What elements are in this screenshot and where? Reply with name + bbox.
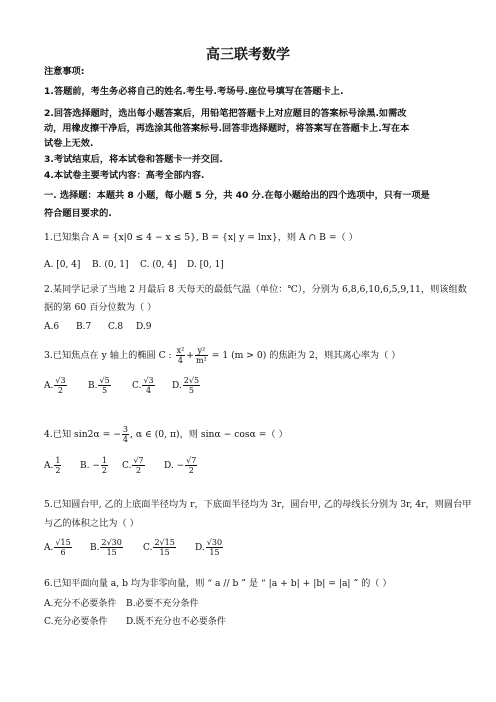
q3-a-den: 2	[57, 386, 64, 395]
q4-a-label: A.	[44, 461, 54, 471]
q3-b-frac	[98, 376, 110, 395]
q3-a-num: √3	[55, 376, 66, 385]
q2-option-b: B.7	[76, 322, 92, 332]
q5-b-frac	[100, 538, 122, 557]
q3-option-d	[172, 376, 201, 395]
q4-b-label: B. −	[80, 461, 100, 471]
q3-frac-y	[195, 346, 208, 365]
q4-d-frac	[185, 456, 197, 475]
q5-option-d	[195, 538, 224, 557]
q3-frac-x	[176, 346, 186, 365]
q4-c-num: √7	[133, 456, 144, 465]
q4-stem-start: 4.已知 sin2α = −	[44, 429, 121, 440]
question-1-stem: 1.已知集合 A = {x|0 ≤ 4 − x ≤ 5}, B = {x| y = lnx}，则 A ∩ B =（ ）	[44, 232, 358, 243]
q3-a-label: A.	[44, 381, 54, 391]
q4-d-den: 2	[188, 466, 194, 475]
q5-option-a	[44, 538, 73, 557]
question-6-stem: 6.已知平面向量 a, b 均为非零向量，则 “ a // b ” 是 “ |a + b| + |b| = |a| ” 的（ ）	[44, 578, 392, 589]
q5-a-label: A.	[44, 543, 54, 553]
question-5-stem-line-1: 5.已知圆台甲, 乙的上底面半径均为 r，下底面半径均为 3r，圆台甲, 乙的母线长分别为 3r, 4r，则圆台甲	[44, 499, 472, 510]
q5-b-label: B.	[90, 543, 100, 553]
q2-option-a: A.6	[44, 322, 60, 332]
q4-d-label: D. −	[164, 461, 185, 471]
q5-d-label: D.	[195, 543, 205, 553]
q1-option-c: C. (0, 4]	[140, 260, 177, 270]
q5-a-frac	[54, 538, 71, 557]
section-heading-line-2: 符合题目要求的.	[44, 208, 112, 219]
q5-c-num: 2√15	[154, 538, 175, 547]
q3-option-b	[88, 376, 112, 395]
q5-c-den: 15	[159, 548, 170, 557]
note-4: 4.本试卷主要考试内容：高考全部内容.	[44, 170, 205, 181]
q3-frac-x-den: 4	[177, 356, 183, 365]
q4-b-den: 2	[101, 466, 107, 475]
section-heading-line-1: 一. 选择题：本题共 8 小题，每小题 5 分，共 40 分.在每小题给出的四个选项中，只有一项是	[44, 190, 430, 201]
q1-option-b: B. (0, 1]	[92, 260, 129, 270]
q3-d-label: D.	[172, 381, 182, 391]
q4-c-label: C.	[122, 461, 132, 471]
note-3: 3.考试结束后，将本试卷和答题卡一并交回.	[44, 154, 223, 165]
q4-b-frac	[101, 456, 108, 475]
q2-option-d: D.9	[136, 322, 152, 332]
q5-option-c	[143, 538, 177, 557]
q3-stem-end: = 1 (m > 0) 的焦距为 2，则其离心率为（ ）	[211, 350, 401, 361]
q5-b-num: 2√30	[101, 538, 122, 547]
q3-frac-y-num: y²	[195, 346, 208, 356]
q4-b-num: 1	[101, 456, 107, 465]
note-2-line-2: 动，用橡皮擦干净后，再选涂其他答案标号.回答非选择题时，将答案写在答题卡上.写在本	[44, 123, 410, 134]
q3-c-num: √3	[143, 376, 154, 385]
q1-option-d: D. [0, 1]	[187, 260, 224, 270]
q6-option-d: D.既不充分也不必要条件	[126, 617, 226, 627]
q3-option-c	[132, 376, 156, 395]
q5-a-num: √15	[55, 538, 71, 547]
question-4-stem	[44, 425, 288, 444]
q4-option-d	[164, 456, 198, 475]
q4-c-den: 2	[135, 466, 142, 475]
q4-a-frac	[54, 456, 61, 475]
q3-a-frac	[54, 376, 66, 395]
q4-a-den: 2	[55, 466, 61, 475]
q4-option-a	[44, 456, 62, 475]
q4-frac-den: 4	[122, 435, 129, 444]
q3-c-label: C.	[132, 381, 142, 391]
note-2-line-1: 2.回答选择题时，选出每小题答案后，用铅笔把答题卡上对应题目的答案标号涂黑.如需改	[44, 108, 407, 119]
q3-option-a	[44, 376, 68, 395]
q3-c-den: 4	[145, 386, 152, 395]
q6-option-b: B.必要不充分条件	[126, 599, 199, 609]
q4-option-c	[122, 456, 146, 475]
q4-c-frac	[132, 456, 144, 475]
q3-b-label: B.	[88, 381, 98, 391]
q3-stem-start: 3.已知焦点在 y 轴上的椭圆 C :	[44, 350, 172, 361]
question-3-stem: 3.已知焦点在 y 轴上的椭圆 C : $\frac{\text{x²}}{4}$ + $\frac{\text{y²}}{\text{m²}}$ = 1 (m > 0) 的焦距为 2，则其离心率为（ ）	[44, 346, 401, 365]
q4-frac-num: 3	[122, 425, 129, 434]
q5-d-frac	[206, 538, 223, 557]
q6-option-a: A.充分不必要条件	[44, 599, 117, 609]
q3-d-den: 5	[188, 386, 194, 395]
q3-b-num: √5	[99, 376, 110, 385]
note-2-line-3: 试卷上无效.	[44, 138, 94, 149]
q4-option-b	[80, 456, 109, 475]
q4-stem-end: , α ∈ (0, π)，则 sinα − cosα =（ ）	[130, 429, 288, 440]
q5-b-den: 15	[106, 548, 117, 557]
q2-option-c: C.8	[108, 322, 124, 332]
q5-option-b	[90, 538, 124, 557]
q4-a-num: 1	[55, 456, 61, 465]
q5-c-frac	[153, 538, 175, 557]
question-2-stem-line-1: 2.某同学记录了当地 2 月最后 8 天每天的最低气温（单位：℃），分别为 6,8,6,10,6,5,9,11，则该组数	[44, 284, 467, 295]
q1-option-a: A. [0, 4]	[44, 260, 81, 270]
q5-a-den: 6	[60, 548, 66, 557]
question-5-stem-line-2: 与乙的体积之比为（ ）	[44, 518, 139, 529]
q3-d-frac	[183, 376, 200, 395]
q5-c-label: C.	[143, 543, 153, 553]
page-title: 高三联考数学	[206, 47, 290, 63]
q4-d-num: √7	[186, 456, 197, 465]
q5-d-den: 15	[209, 548, 220, 557]
question-2-stem-line-2: 据的第 60 百分位数为（ ）	[44, 302, 157, 313]
q3-frac-y-den: m²	[195, 356, 207, 365]
q3-c-frac	[142, 376, 154, 395]
q3-d-num: 2√5	[183, 376, 200, 385]
q6-option-c: C.充分必要条件	[44, 617, 108, 627]
note-1: 1.答题前，考生务必将自己的姓名.考生号.考场号.座位号填写在答题卡上.	[44, 86, 344, 97]
q3-frac-x-num: x²	[176, 346, 185, 355]
notes-heading: 注意事项:	[44, 66, 85, 77]
q4-frac	[122, 425, 129, 444]
q5-d-num: √30	[206, 538, 223, 547]
q3-b-den: 5	[102, 386, 108, 395]
